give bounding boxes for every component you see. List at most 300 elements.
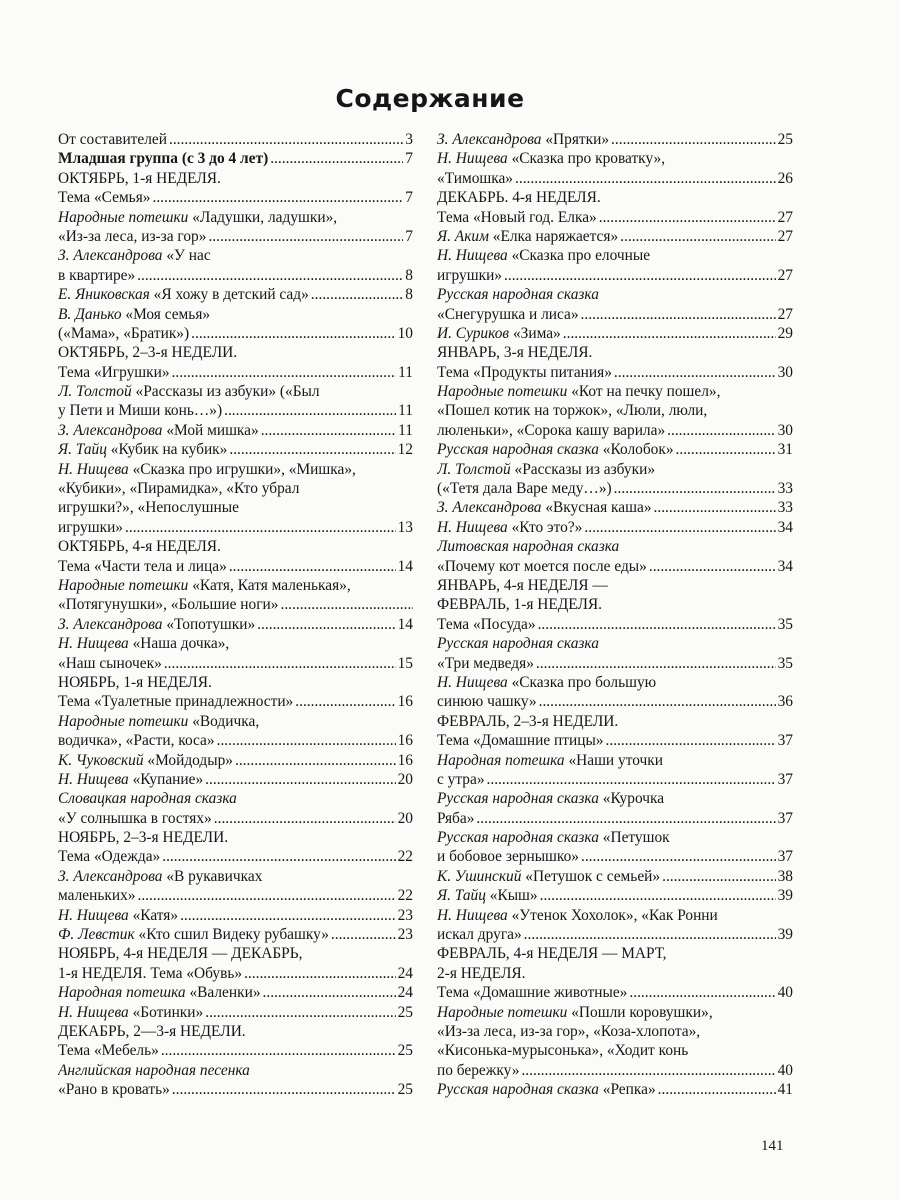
toc-entry-text: [58, 440, 227, 459]
toc-entry-title: Тема «Домашние животные»: [437, 984, 628, 1002]
toc-entry-page: 7: [405, 227, 413, 245]
toc-entry: [58, 692, 413, 711]
toc-entry-page: 35: [777, 615, 793, 633]
toc-entry-text: [437, 537, 619, 556]
toc-entry: [58, 654, 413, 673]
toc-entry-text: [437, 828, 670, 847]
toc-entry: [437, 285, 793, 304]
toc-entry-text: [58, 867, 262, 886]
toc-entry: [437, 925, 793, 944]
toc-entry-title: «Зима»: [509, 324, 561, 342]
toc-entry-title: «Рассказы из азбуки»: [510, 460, 656, 478]
toc-entry: [58, 382, 413, 401]
toc-entry-title: Тема «Туалетные принадлежности»: [58, 693, 294, 711]
toc-entry-text: [58, 169, 221, 188]
toc-entry-title: искал друга»: [437, 926, 522, 944]
toc-entry-page: 12: [397, 441, 413, 459]
toc-entry-text: [437, 169, 513, 188]
toc-entry: [437, 246, 793, 265]
toc-entry: [437, 557, 793, 576]
toc-entry-page: 16: [397, 751, 413, 769]
toc-leader-dots: [581, 847, 776, 866]
toc-entry: [437, 169, 793, 188]
toc-leader-dots: [649, 557, 776, 576]
toc-entry: [58, 188, 413, 207]
toc-entry-text: [58, 324, 189, 343]
toc-entry-title: «Пошли коровушки»,: [567, 1003, 713, 1021]
toc-entry: [437, 712, 793, 731]
toc-entry-text: [58, 130, 167, 149]
toc-entry-text: [58, 615, 255, 634]
toc-entry: [58, 305, 413, 324]
toc-entry-text: [437, 983, 627, 1002]
toc-entry: [437, 731, 793, 750]
toc-entry: [58, 576, 413, 595]
toc-entry-text: [58, 770, 203, 789]
toc-entry-text: [58, 149, 268, 168]
toc-entry: [437, 847, 793, 866]
toc-entry-page: 26: [777, 169, 793, 187]
toc-entry: [58, 149, 413, 168]
toc-entry-page: 11: [398, 421, 413, 439]
toc-entry-author: Словацкая народная сказка: [58, 790, 237, 808]
toc-leader-dots: [152, 188, 403, 207]
toc-leader-dots: [487, 770, 776, 789]
toc-entry-author: З. Александрова: [58, 247, 163, 265]
toc-entry: [437, 421, 793, 440]
toc-entry: [437, 906, 793, 925]
toc-entry-page: 24: [397, 984, 413, 1002]
toc-entry-page: 33: [777, 499, 793, 517]
toc-entry-title: «Утенок Хохолок», «Как Ронни: [507, 906, 718, 924]
toc-entry-title: «Почему кот моется после еды»: [437, 557, 647, 575]
toc-entry: [58, 731, 413, 750]
toc-entry-author: З. Александрова: [58, 867, 163, 885]
toc-entry-page: 27: [777, 208, 793, 226]
toc-entry-title: игрушки?», «Непослушные: [58, 499, 239, 517]
toc-entry-title: («Тетя дала Варе меду…»): [437, 480, 612, 498]
toc-entry-text: [58, 227, 206, 246]
toc-entry-page: 25: [777, 131, 793, 148]
toc-entry-text: [437, 712, 618, 731]
toc-entry-author: Я. Аким: [437, 227, 489, 245]
toc-entry: [437, 518, 793, 537]
toc-entry-title: «Наша дочка»,: [128, 635, 230, 653]
toc-entry: [58, 246, 413, 265]
toc-entry-text: [437, 479, 612, 498]
toc-entry-text: [437, 227, 618, 246]
toc-entry-text: [58, 906, 178, 925]
toc-entry: [437, 363, 793, 382]
toc-entry-page: 36: [777, 693, 793, 711]
toc-entry-title: «Ботинки»: [128, 1003, 204, 1021]
toc-entry-title: «Наш сыночек»: [58, 654, 162, 672]
toc-entry-title: «Снегурушка и лиса»: [437, 305, 579, 323]
toc-entry: [58, 615, 413, 634]
toc-entry-title: «Рассказы из азбуки» («Был: [131, 383, 320, 401]
toc-entry: [58, 130, 413, 149]
toc-entry-text: [58, 363, 170, 382]
toc-entry-text: [58, 983, 261, 1002]
toc-leader-dots: [629, 983, 775, 1002]
toc-entry-text: [437, 460, 655, 479]
toc-entry-page: 24: [397, 964, 413, 982]
toc-entry: [58, 401, 413, 420]
toc-entry-author: И. Суриков: [437, 324, 510, 342]
toc-entry: [437, 440, 793, 459]
toc-entry-author: Русская народная сказка: [437, 635, 599, 653]
toc-entry-text: [437, 615, 536, 634]
toc-entry-page: 23: [397, 926, 413, 944]
toc-entry-text: [437, 847, 579, 866]
toc-entry-title: маленьких»: [58, 887, 136, 905]
toc-entry: [437, 828, 793, 847]
toc-leader-dots: [270, 149, 403, 168]
toc-entry: [437, 944, 793, 963]
toc-entry-author: Литовская народная сказка: [437, 538, 620, 556]
toc-entry: [437, 208, 793, 227]
toc-leader-dots: [180, 906, 396, 925]
toc-entry-text: [437, 673, 656, 692]
toc-entry-title: у Пети и Миши конь…»): [58, 402, 223, 420]
toc-entry-page: 40: [777, 984, 793, 1002]
toc-entry-text: [437, 1022, 700, 1041]
toc-entry-page: 20: [397, 770, 413, 788]
toc-entry: [58, 595, 413, 614]
toc-leader-dots: [229, 440, 395, 459]
toc-entry-text: [58, 925, 329, 944]
toc-entry: [58, 1022, 413, 1041]
toc-column-right: [437, 130, 793, 1100]
toc-entry-text: [437, 518, 582, 537]
toc-entry-title: «Сказка про игрушки», «Мишка»,: [128, 460, 356, 478]
toc-entry-author: Н. Нищева: [58, 635, 129, 653]
toc-entry: [437, 751, 793, 770]
toc-entry-title: «Купание»: [128, 770, 204, 788]
toc-entry-author: З. Александрова: [58, 615, 163, 633]
toc-entry-text: [437, 401, 707, 420]
toc-entry: [437, 654, 793, 673]
toc-entry-text: [437, 751, 663, 770]
toc-entry: [437, 576, 793, 595]
toc-entry-text: [437, 1061, 519, 1080]
toc-entry-title: игрушки»: [437, 266, 502, 284]
toc-entry-text: [437, 1080, 656, 1099]
toc-entry-page: 34: [777, 557, 793, 575]
toc-entry-text: [437, 925, 522, 944]
toc-entry-title: «У нас: [162, 247, 211, 265]
toc-entry: [437, 1022, 793, 1041]
toc-entry-title: «Я хожу в детский сад»: [149, 286, 309, 304]
toc-leader-dots: [521, 1061, 775, 1080]
toc-entry-text: [437, 867, 660, 886]
toc-entry-author: Я. Тайц: [58, 441, 107, 459]
toc-entry-title: «У солнышка в гостях»: [58, 809, 212, 827]
toc-entry-title: «Рано в кровать»: [58, 1081, 170, 1099]
toc-entry-text: [437, 305, 579, 324]
toc-entry: [437, 1041, 793, 1060]
toc-entry-title: ДЕКАБРЬ. 4-я НЕДЕЛЯ.: [437, 189, 601, 207]
toc-entry: [58, 634, 413, 653]
toc-entry-text: [437, 498, 652, 517]
toc-entry-page: 16: [397, 732, 413, 750]
toc-entry-title: «Кот на печку пошел»,: [567, 383, 721, 401]
toc-entry-author: Н. Нищева: [437, 518, 508, 536]
toc-entry-title: «Ладушки, ладушки»,: [188, 208, 338, 226]
toc-entry: [437, 964, 793, 983]
toc-entry-title: «Пошел котик на торжок», «Люли, люли,: [437, 402, 708, 420]
toc-entry: [58, 208, 413, 227]
toc-entry-author: К. Ушинский: [437, 867, 522, 885]
toc-entry-text: [58, 479, 299, 498]
toc-leader-dots: [205, 1003, 395, 1022]
toc-entry: [58, 266, 413, 285]
toc-leader-dots: [214, 809, 396, 828]
toc-entry-text: [437, 789, 664, 808]
toc-entry-title: с утра»: [437, 770, 485, 788]
toc-entry-text: [58, 654, 162, 673]
toc-entry-page: 40: [777, 1061, 793, 1079]
toc-leader-dots: [654, 498, 776, 517]
toc-leader-dots: [205, 770, 395, 789]
toc-entry-title: «Потягунушки», «Большие ноги»: [58, 596, 279, 614]
toc-entry-page: 37: [777, 848, 793, 866]
toc-entry-text: [58, 1022, 246, 1041]
toc-entry-title: «Кто сшил Видеку рубашку»: [134, 926, 329, 944]
toc-entry-text: [58, 576, 351, 595]
toc-entry: [58, 498, 413, 517]
toc-leader-dots: [667, 421, 775, 440]
toc-entry-title: ОКТЯБРЬ, 4-я НЕДЕЛЯ.: [58, 538, 221, 556]
toc-entry: [58, 1061, 413, 1080]
toc-entry-author: Народная потешка: [58, 984, 186, 1002]
toc-entry-title: НОЯБРЬ, 1-я НЕДЕЛЯ.: [58, 673, 212, 691]
toc-entry-page: 30: [777, 421, 793, 439]
toc-entry: [437, 595, 793, 614]
toc-leader-dots: [658, 1080, 776, 1099]
toc-entry-page: 3: [405, 131, 413, 148]
toc-entry-author: Л. Толстой: [58, 383, 132, 401]
toc-entry-text: [58, 634, 229, 653]
toc-entry-author: Народная потешка: [437, 751, 565, 769]
toc-entry-text: [437, 149, 665, 168]
toc-entry-title: «Наши уточки: [564, 751, 663, 769]
toc-entry-page: 34: [777, 518, 793, 536]
toc-entry-page: 20: [397, 809, 413, 827]
toc-entry-author: Н. Нищева: [437, 673, 508, 691]
toc-entry-title: и бобовое зернышко»: [437, 848, 579, 866]
toc-entry: [437, 886, 793, 905]
toc-entry-title: игрушки»: [58, 518, 123, 536]
toc-entry-author: Н. Нищева: [58, 906, 129, 924]
toc-entry-text: [437, 208, 597, 227]
toc-entry-text: [437, 595, 602, 614]
toc-leader-dots: [161, 1041, 396, 1060]
toc-entry: [58, 906, 413, 925]
toc-entry: [437, 401, 793, 420]
toc-entry-title: («Мама», «Братик»): [58, 324, 190, 342]
toc-entry: [58, 770, 413, 789]
toc-entry-title: «Кисонька-мурысонька», «Ходит конь: [437, 1042, 689, 1060]
toc-entry-title: Ряба»: [437, 809, 475, 827]
toc-entry-text: [58, 518, 123, 537]
toc-entry-text: [437, 246, 650, 265]
toc-entry-title: «Кыш»: [485, 887, 538, 905]
toc-entry: [58, 828, 413, 847]
toc-entry-title: «Из-за леса, из-за гор», «Коза-хлопота»,: [437, 1022, 701, 1040]
toc-entry-title: Тема «Мебель»: [58, 1042, 159, 1060]
toc-leader-dots: [539, 692, 776, 711]
toc-entry-text: [58, 1061, 250, 1080]
toc-entry-text: [437, 324, 561, 343]
toc-entry: [437, 188, 793, 207]
toc-entry: [58, 847, 413, 866]
toc-leader-dots: [563, 324, 776, 343]
toc-leader-dots: [169, 130, 403, 149]
toc-entry-title: Тема «Семья»: [58, 189, 151, 207]
toc-entry-title: «Сказка про кроватку»,: [507, 150, 666, 168]
toc-leader-dots: [611, 130, 776, 149]
toc-entry: [58, 1080, 413, 1099]
toc-entry-page: 31: [777, 441, 793, 459]
toc-entry: [437, 770, 793, 789]
toc-entry: [437, 460, 793, 479]
toc-leader-dots: [524, 925, 776, 944]
toc-entry-page: 7: [405, 150, 413, 168]
toc-entry-text: [437, 654, 534, 673]
toc-entry: [58, 867, 413, 886]
toc-entry-title: «Катя, Катя маленькая»,: [188, 576, 351, 594]
toc-entry-title: Тема «Игрушки»: [58, 363, 170, 381]
toc-entry-page: 29: [777, 324, 793, 342]
toc-entry-author: Русская народная сказка: [437, 441, 599, 459]
toc-entry: [437, 673, 793, 692]
toc-entry-text: [58, 343, 237, 362]
toc-entry: [437, 382, 793, 401]
toc-entry-title: ОКТЯБРЬ, 2–3-я НЕДЕЛИ.: [58, 344, 238, 362]
toc-entry: [437, 537, 793, 556]
toc-entry-page: 38: [777, 867, 793, 885]
toc-leader-dots: [331, 925, 396, 944]
toc-entry-title: по бережку»: [437, 1061, 520, 1079]
toc-entry-title: синюю чашку»: [437, 693, 537, 711]
toc-entry-author: Русская народная сказка: [437, 1081, 599, 1099]
toc-entry-text: [437, 770, 485, 789]
toc-entry: [58, 557, 413, 576]
toc-entry: [437, 479, 793, 498]
toc-entry: [58, 440, 413, 459]
toc-entry-title: «Из-за леса, из-за гор»: [58, 227, 207, 245]
toc-entry-title: «Тимошка»: [437, 169, 514, 187]
toc-entry-page: 22: [397, 887, 413, 905]
toc-entry-text: [58, 305, 210, 324]
toc-entry: [437, 324, 793, 343]
toc-entry-page: 25: [397, 1042, 413, 1060]
toc-entry-title: ФЕВРАЛЬ, 2–3-я НЕДЕЛИ.: [437, 712, 619, 730]
toc-entry-author: Н. Нищева: [437, 247, 508, 265]
toc-entry-text: [437, 692, 537, 711]
toc-entry: [437, 634, 793, 653]
toc-entry-title: «Кубик на кубик»: [106, 441, 228, 459]
toc-entry-page: 27: [777, 227, 793, 245]
toc-entry-text: [58, 731, 215, 750]
toc-entry-title: Тема «Новый год. Елка»: [437, 208, 597, 226]
toc-entry-text: [437, 188, 601, 207]
toc-entry-author: Русская народная сказка: [437, 829, 599, 847]
toc-entry-page: 11: [398, 402, 413, 420]
toc-leader-dots: [235, 751, 396, 770]
toc-entry: [58, 964, 413, 983]
toc-leader-dots: [257, 615, 395, 634]
toc-entry-title: «Елка наряжается»: [488, 227, 619, 245]
toc-entry-title: «Вкусная каша»: [541, 499, 652, 517]
toc-entry: [58, 169, 413, 188]
toc-entry: [437, 227, 793, 246]
toc-leader-dots: [614, 363, 776, 382]
toc-entry-text: [58, 1080, 170, 1099]
toc-leader-dots: [172, 1080, 396, 1099]
toc-entry-title: «Репка»: [598, 1081, 656, 1099]
toc-entry-page: 16: [397, 693, 413, 711]
toc-entry-text: [58, 886, 135, 905]
toc-entry-page: 7: [405, 189, 413, 207]
toc-entry-page: 37: [777, 770, 793, 788]
toc-entry: [58, 460, 413, 479]
toc-entry-text: [437, 557, 647, 576]
toc-entry: [58, 343, 413, 362]
toc-entry-title: «В рукавичках: [162, 867, 263, 885]
toc-leader-dots: [280, 595, 413, 614]
toc-entry: [58, 324, 413, 343]
toc-entry-page: 35: [777, 654, 793, 672]
toc-entry: [58, 363, 413, 382]
toc-entry-text: [58, 595, 278, 614]
toc-entry-text: [437, 944, 667, 963]
toc-entry-text: [58, 789, 237, 808]
toc-entry: [58, 712, 413, 731]
toc-leader-dots: [164, 654, 396, 673]
toc-entry-title: «Катя»: [128, 906, 179, 924]
toc-entry-title: в квартире»: [58, 266, 136, 284]
toc-leader-dots: [676, 440, 776, 459]
toc-entry-page: 8: [405, 266, 413, 284]
toc-leader-dots: [581, 305, 776, 324]
toc-entry: [58, 789, 413, 808]
toc-entry-text: [58, 673, 212, 692]
toc-entry-title: «Петушок с семьей»: [521, 867, 661, 885]
toc-entry-author: В. Данько: [58, 305, 122, 323]
toc-leader-dots: [172, 363, 397, 382]
toc-entry-title: Тема «Части тела и лица»: [58, 557, 227, 575]
toc-entry-text: [437, 731, 604, 750]
toc-entry: [437, 149, 793, 168]
toc-entry-text: [58, 401, 222, 420]
toc-entry-text: [58, 188, 150, 207]
toc-entry: [58, 537, 413, 556]
page-number: 141: [761, 1138, 784, 1154]
toc-entry: [437, 615, 793, 634]
toc-entry-author: Н. Нищева: [58, 770, 129, 788]
toc-entry-text: [437, 440, 674, 459]
toc-entry-author: Английская народная песенка: [58, 1061, 250, 1079]
toc-entry: [58, 479, 413, 498]
toc-entry-page: 13: [397, 518, 413, 536]
toc-entry: [58, 809, 413, 828]
toc-entry: [437, 789, 793, 808]
toc-leader-dots: [476, 809, 775, 828]
toc-entry: [437, 1080, 793, 1099]
toc-entry-text: [58, 828, 228, 847]
